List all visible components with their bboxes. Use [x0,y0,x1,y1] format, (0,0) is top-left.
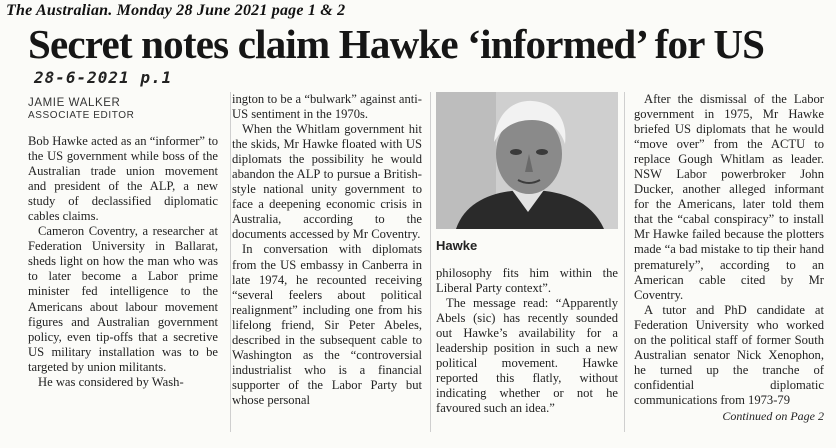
article-column-2 [232,92,422,408]
paragraph: philosophy fits him within the Liberal Party context”. [436,266,618,296]
paragraph: He was considered by Wash- [38,374,184,389]
photo-caption: Hawke [436,238,478,253]
hawke-photo [436,92,618,229]
paragraph: After the dismissal of the Labor government in 1975, Mr Hawke briefed US diplomats that he would “move over” from the ACTU to replace Gough Whitlam as leader. NSW Labor powerbroker John Ducker, another alleged informant for the Americans, later told them that the “cabal conspiracy” to install Mr Hawke failed because the plotters made “a bad mistake to tip their hand prematurely”, according to an American cable cited by Mr Coventry. [634,92,824,302]
column-rule [624,92,625,432]
headline: Secret notes claim Hawke ‘informed’ for US [28,21,765,67]
paragraph: Bob Hawke acted as an “informer” to the US government while boss of the Australian trade union movement and president of the ALP, a new study of declassified diplomatic cables claims. [28,134,218,224]
column-rule [430,92,431,432]
article-column-1 [28,96,218,390]
paragraph: The message read: “Apparently Abels (sic) has recently sounded out Hawke’s availability for a leadership position in such a new political movement. Hawke reported this flatly, without indicating whether or not he favoured such an idea.” [436,296,618,416]
byline-role: ASSOCIATE EDITOR [28,110,135,121]
paragraph: A tutor and PhD candidate at Federation University who worked on the political staff of former South Australian senator Nick Xenophon, he turned up the tranche of confidential diplomatic communications from 1973-79 [634,302,824,407]
article-column-3 [436,266,618,416]
source-line: The Australian. Monday 28 June 2021 page 1 & 2 [6,2,346,19]
paragraph: In conversation with diplomats from the US embassy in Canberra in late 1974, he recounted receiving “several feelers about political realignment” including one from his lifelong friend, Sir Peter Abeles, described in the subsequent cable to Washington as the “controversial industrialist who is a financial supporter of the Labor Party but whose personal [232,242,422,407]
continued-link[interactable]: Continued on Page 2 [722,408,824,423]
article-column-4 [634,92,824,424]
column-rule [230,92,231,432]
byline-name: JAMIE WALKER [28,97,121,109]
paragraph: ington to be a “bulwark” against anti-US sentiment in the 1970s. [232,92,422,122]
handwritten-date: 28-6-2021 p.1 [34,68,173,87]
portrait-image [436,92,618,229]
paragraph: Cameron Coventry, a researcher at Federation University in Ballarat, sheds light on how the man who was to later become a Labor prime minister fed intelligence to the Americans about labour movement figures and Australian government policy, even tip-offs that a secretive US military installation was to be targeted by union militants. [28,224,218,374]
paragraph: When the Whitlam government hit the skids, Mr Hawke floated with US diplomats the possibility he would abandon the ALP to pursue a British-style national unity government to face a deepening economic crisis in Australia, according to the documents accessed by Mr Coventry. [232,122,422,242]
